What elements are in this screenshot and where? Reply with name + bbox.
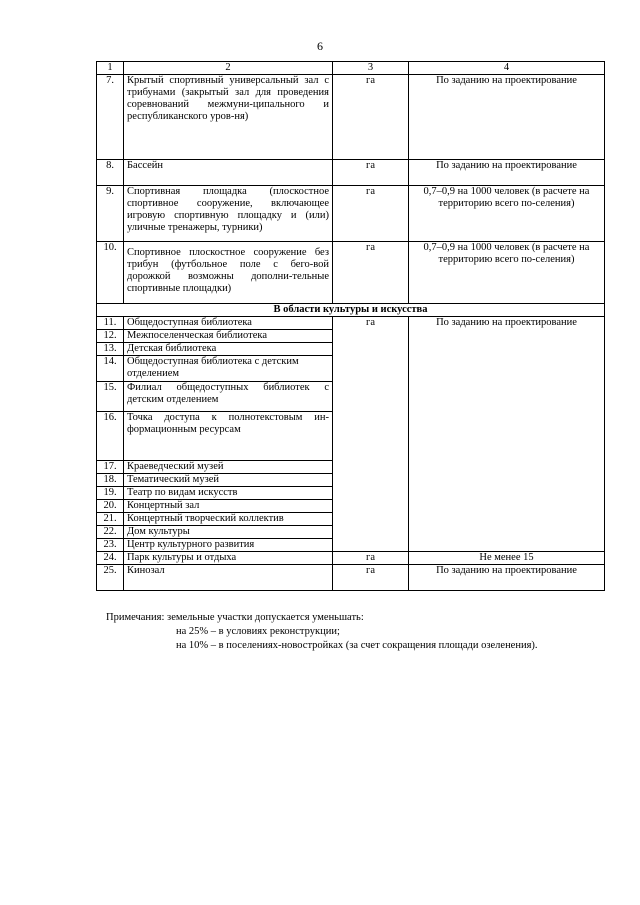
row-number: 7.	[97, 75, 124, 160]
table-header-row	[97, 62, 605, 75]
row-name: Дом культуры	[124, 526, 333, 539]
row-name: Общедоступная библиотека	[124, 317, 333, 330]
row-number: 8.	[97, 160, 124, 186]
group-norm: По заданию на проектирование	[409, 317, 605, 552]
table-row	[97, 186, 605, 242]
row-norm: 0,7–0,9 на 1000 человек (в расчете на территорию всего по-селения)	[409, 186, 605, 242]
row-name: Межпоселенческая библиотека	[124, 330, 333, 343]
row-number: 11.	[97, 317, 124, 330]
row-norm: 0,7–0,9 на 1000 человек (в расчете на территорию всего по-селения)	[409, 242, 605, 304]
row-name: Спортивное плоскостное сооружение без трибун (футбольное поле с бего-вой дорожкой возможны дополни-тельные спортивные площадки)	[124, 242, 333, 304]
row-name: Театр по видам искусств	[124, 487, 333, 500]
row-number: 21.	[97, 513, 124, 526]
norms-table	[96, 61, 605, 591]
table-row	[97, 75, 605, 160]
row-name: Концертный зал	[124, 500, 333, 513]
row-unit: га	[333, 160, 409, 186]
row-number: 17.	[97, 461, 124, 474]
row-number: 20.	[97, 500, 124, 513]
row-number: 13.	[97, 343, 124, 356]
row-name: Центр культурного развития	[124, 539, 333, 552]
notes-line	[106, 611, 626, 625]
row-name: Филиал общедоступных библиотек с детским отделением	[124, 382, 333, 412]
notes-text: на 25% – в условиях реконструкции;	[176, 626, 340, 637]
row-number: 24.	[97, 552, 124, 565]
table-row	[97, 552, 605, 565]
row-unit: га	[333, 242, 409, 304]
row-number: 25.	[97, 565, 124, 591]
table-row	[97, 242, 605, 304]
table-row	[97, 565, 605, 591]
row-name: Бассейн	[124, 160, 333, 186]
row-unit: га	[333, 186, 409, 242]
row-norm: Не менее 15	[409, 552, 605, 565]
row-norm: По заданию на проектирование	[409, 75, 605, 160]
table-row	[97, 160, 605, 186]
row-unit: га	[333, 565, 409, 591]
section-row	[97, 304, 605, 317]
notes-text: на 10% – в поселениях-новостройках (за счет сокращения площади озеленения).	[176, 640, 538, 651]
row-name: Крытый спортивный универсальный зал с трибунами (закрытый зал для проведения соревнований межмуни-ципального и республиканского уров-ня)	[124, 75, 333, 160]
row-name: Краеведческий музей	[124, 461, 333, 474]
row-name: Тематический музей	[124, 474, 333, 487]
row-number: 10.	[97, 242, 124, 304]
row-number: 9.	[97, 186, 124, 242]
notes-text: земельные участки допускается уменьшать:	[167, 612, 364, 623]
row-name: Точка доступа к полнотекстовым ин-формационным ресурсам	[124, 412, 333, 461]
notes-block	[106, 611, 626, 653]
row-number: 19.	[97, 487, 124, 500]
row-name: Парк культуры и отдыха	[124, 552, 333, 565]
row-name: Спортивная площадка (плоскостное спортивное сооружение, включающее игровую спортивную площадку и (или) уличные тренажеры, турники)	[124, 186, 333, 242]
header-cell: 3	[333, 62, 409, 75]
row-name: Кинозал	[124, 565, 333, 591]
group-unit: га	[333, 317, 409, 552]
row-number: 12.	[97, 330, 124, 343]
table-row	[97, 317, 605, 330]
row-number: 15.	[97, 382, 124, 412]
row-norm: По заданию на проектирование	[409, 160, 605, 186]
header-cell: 1	[97, 62, 124, 75]
page-number: 6	[317, 39, 323, 53]
row-norm: По заданию на проектирование	[409, 565, 605, 591]
header-cell: 2	[124, 62, 333, 75]
row-name: Детская библиотека	[124, 343, 333, 356]
header-cell: 4	[409, 62, 605, 75]
row-number: 16.	[97, 412, 124, 461]
notes-label: Примечания:	[106, 612, 165, 623]
row-number: 18.	[97, 474, 124, 487]
row-name: Концертный творческий коллектив	[124, 513, 333, 526]
row-unit: га	[333, 75, 409, 160]
section-title: В области культуры и искусства	[97, 304, 605, 317]
row-name: Общедоступная библиотека с детским отделением	[124, 356, 333, 382]
row-number: 22.	[97, 526, 124, 539]
row-number: 23.	[97, 539, 124, 552]
row-number: 14.	[97, 356, 124, 382]
row-unit: га	[333, 552, 409, 565]
